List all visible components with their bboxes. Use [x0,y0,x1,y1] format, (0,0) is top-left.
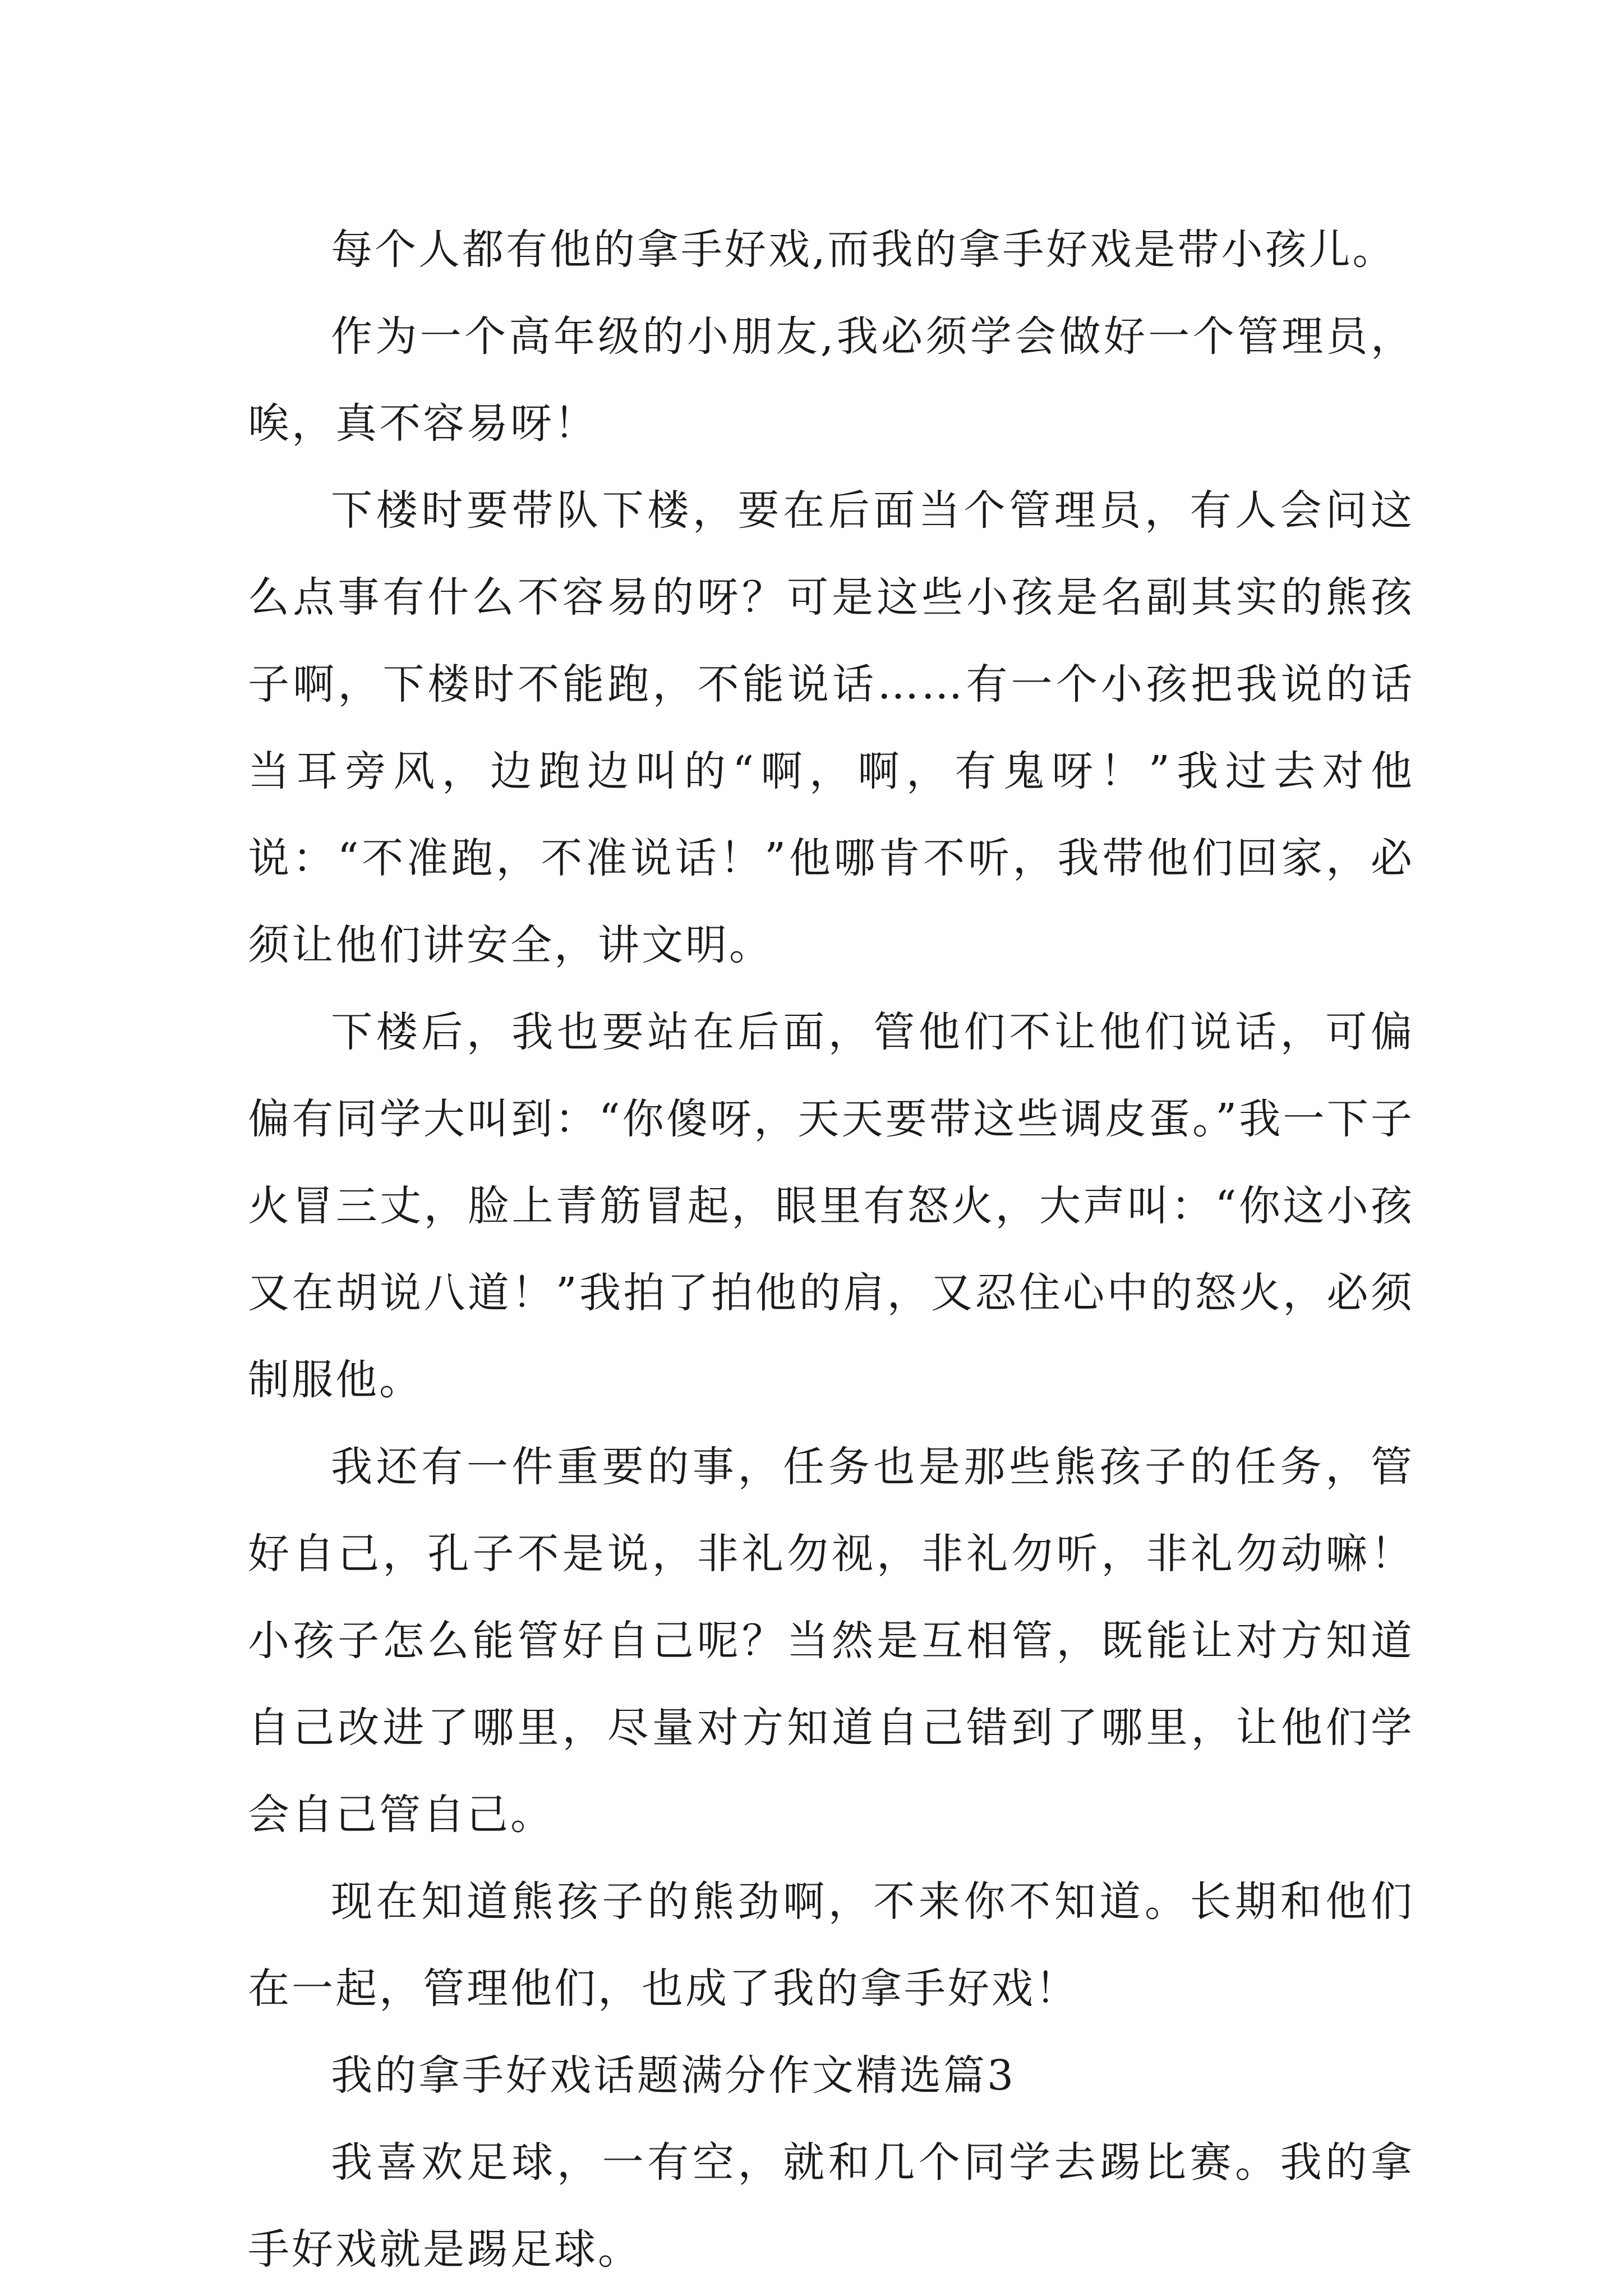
paragraph-2: 作为一个高年级的小朋友,我必须学会做好一个管理员，唉，真不容易呀！ [248,312,1414,448]
paragraph-5: 我还有一件重要的事，任务也是那些熊孩子的任务，管好自己，孔子不是说，非礼勿视，非礼勿听，非礼勿动嘛！小孩子怎么能管好自己呢？当然是互相管，既能让对方知道自己改进了哪里，尽量对方知道自己错到了哪里，让他们学会自己管自己。 [248,1443,1414,1839]
paragraph-6: 现在知道熊孩子的熊劲啊，不来你不知道。长期和他们在一起，管理他们，也成了我的拿手好戏！ [248,1878,1414,2013]
paragraph-1: 每个人都有他的拿手好戏,而我的拿手好戏是带小孩儿。 [331,226,1396,274]
paragraph-4: 下楼后，我也要站在后面，管他们不让他们说话，可偏偏有同学大叫到：“你傻呀，天天要带这些调皮蛋。”我一下子火冒三丈，脸上青筋冒起，眼里有怒火，大声叫：“你这小孩又在胡说八道！”我拍了拍他的肩，又忍住心中的怒火，必须制服他。 [248,1008,1414,1404]
paragraph-3: 下楼时要带队下楼，要在后面当个管理员，有人会问这么点事有什么不容易的呀？可是这些小孩是名副其实的熊孩子啊，下楼时不能跑，不能说话……有一个小孩把我说的话当耳旁风，边跑边叫的“啊，啊，有鬼呀！”我过去对他说：“不准跑，不准说话！”他哪肯不听，我带他们回家，必须让他们讲安全，讲文明。 [248,486,1414,969]
paragraph-7: 我喜欢足球，一有空，就和几个同学去踢比赛。我的拿手好戏就是踢足球。 [248,2138,1414,2274]
document-body [248,206,1414,2293]
section-heading: 我的拿手好戏话题满分作文精选篇3 [331,2051,1016,2100]
